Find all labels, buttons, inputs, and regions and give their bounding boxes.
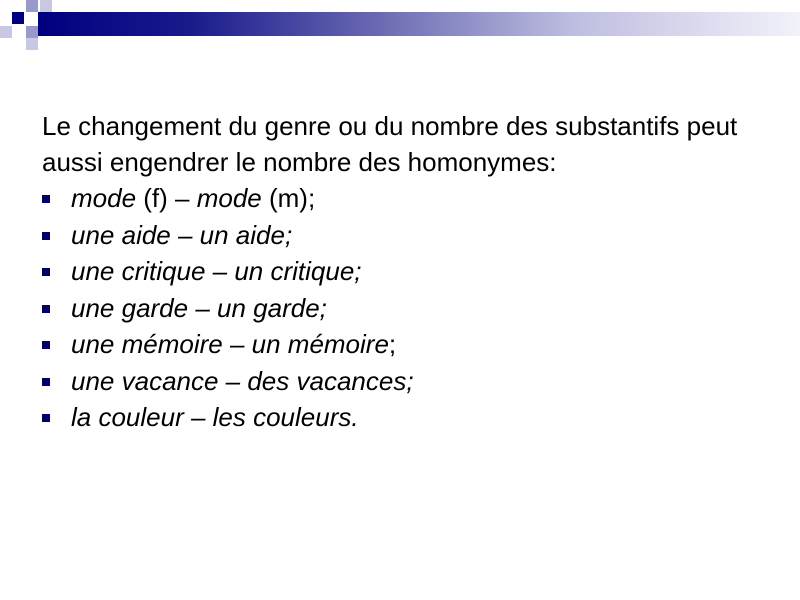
item-italic-text: une vacance – des vacances;: [71, 365, 414, 396]
square-bullet-icon: [42, 341, 50, 349]
item-italic-text: une mémoire – un mémoire: [71, 329, 389, 359]
square-bullet-icon: [42, 268, 50, 276]
decor-square-icon: [26, 26, 38, 38]
list-item: [40, 399, 760, 436]
list-item: [40, 180, 760, 217]
item-italic-text: une aide – un aide;: [71, 219, 293, 250]
square-bullet-icon: [42, 195, 50, 203]
list-item: [40, 363, 760, 400]
item-italic-text: la couleur – les couleurs.: [71, 402, 359, 432]
decor-square-icon: [12, 12, 24, 24]
banner-gradient-bar: [38, 12, 800, 36]
square-bullet-icon: [42, 232, 50, 240]
item-italic-text: mode: [71, 183, 137, 213]
decor-square-icon: [26, 0, 38, 12]
square-bullet-icon: [42, 414, 50, 422]
list-item: [40, 253, 760, 290]
item-normal-text: ;: [388, 329, 397, 359]
decor-square-icon: [26, 38, 38, 50]
decor-square-icon: [0, 26, 12, 38]
item-italic-text: une critique – un critique;: [71, 256, 362, 286]
list-item: [40, 326, 760, 363]
square-bullet-icon: [42, 305, 50, 313]
item-italic-text: mode: [196, 183, 262, 213]
item-italic-text: une garde – un garde;: [71, 292, 327, 323]
intro-paragraph: Le changement du genre ou du nombre des substantifs peut aussi engendrer le nombre des homonymes:: [42, 111, 738, 177]
title-banner: [0, 0, 800, 50]
list-item: [40, 217, 760, 254]
item-normal-text: (f) –: [136, 183, 197, 213]
homonym-list: [40, 180, 760, 436]
item-normal-text: (m);: [261, 183, 316, 213]
decor-square-icon: [40, 0, 52, 12]
square-bullet-icon: [42, 378, 50, 386]
slide-body: [40, 108, 760, 436]
list-item: [40, 290, 760, 327]
